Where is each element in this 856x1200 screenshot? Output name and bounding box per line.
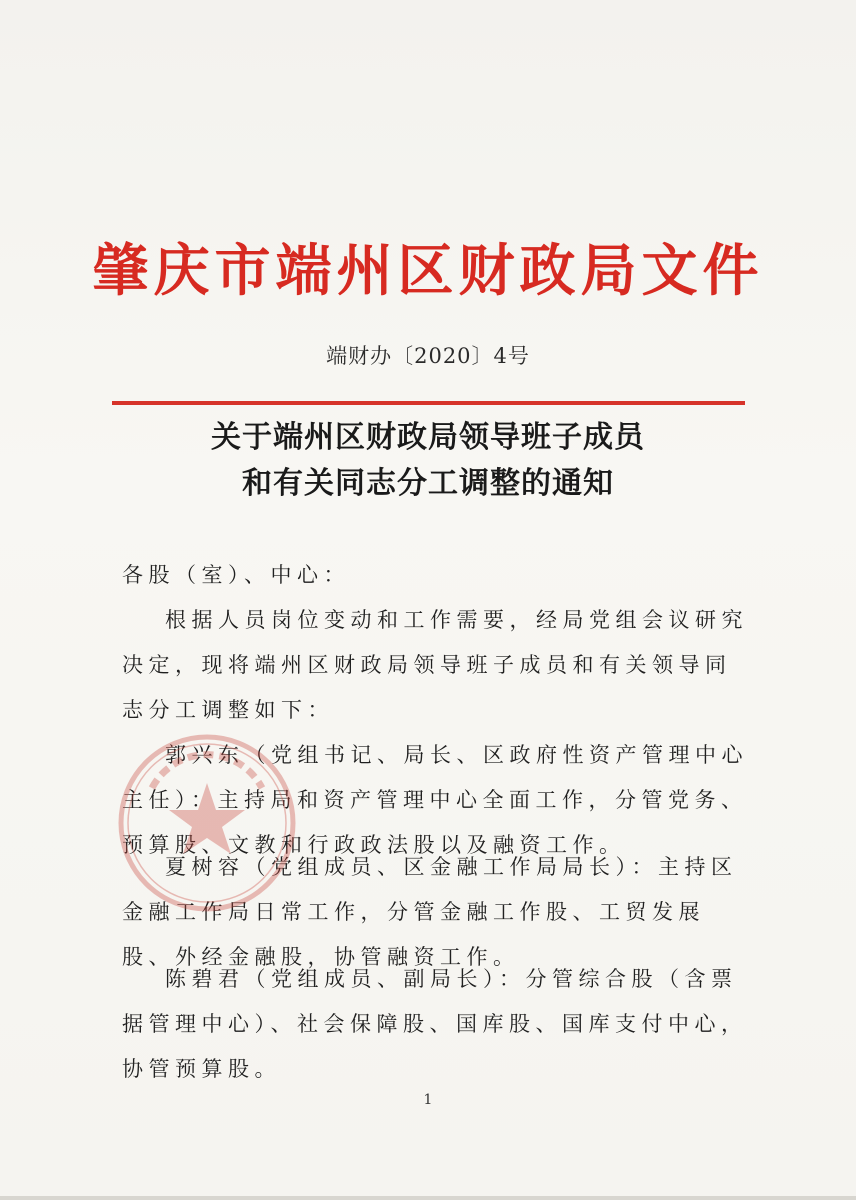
document-number: 端财办〔2020〕4号 [326,344,530,368]
scan-bottom-edge [0,1196,856,1200]
intro-paragraph: 根据人员岗位变动和工作需要，经局党组会议研究决定，现将端州区财政局领导班子成员和有关领导同志分工调整如下： [122,608,748,722]
red-divider-line [112,401,745,405]
salutation: 各股（室）、中心： [122,563,350,587]
assignment-paragraph-1: 郭兴东（党组书记、局长、区政府性资产管理中心主任）：主持局和资产管理中心全面工作，分管党务、预算股、文教和行政政法股以及融资工作。 [122,743,748,857]
assignment-paragraph-2: 夏树容（党组成员、区金融工作局局长）：主持区金融工作局日常工作，分管金融工作股、工贸发展股、外经金融股，协管融资工作。 [122,855,738,969]
assignment-paragraph-3: 陈碧君（党组成员、副局长）：分管综合股（含票据管理中心）、社会保障股、国库股、国库支付中心，协管预算股。 [122,967,748,1081]
document-title-line-1: 关于端州区财政局领导班子成员 [211,420,645,455]
document-title-line-2: 和有关同志分工调整的通知 [242,466,614,501]
page-number: 1 [423,1092,433,1108]
issuing-authority-title: 肇庆市端州区财政局文件 [92,239,764,304]
